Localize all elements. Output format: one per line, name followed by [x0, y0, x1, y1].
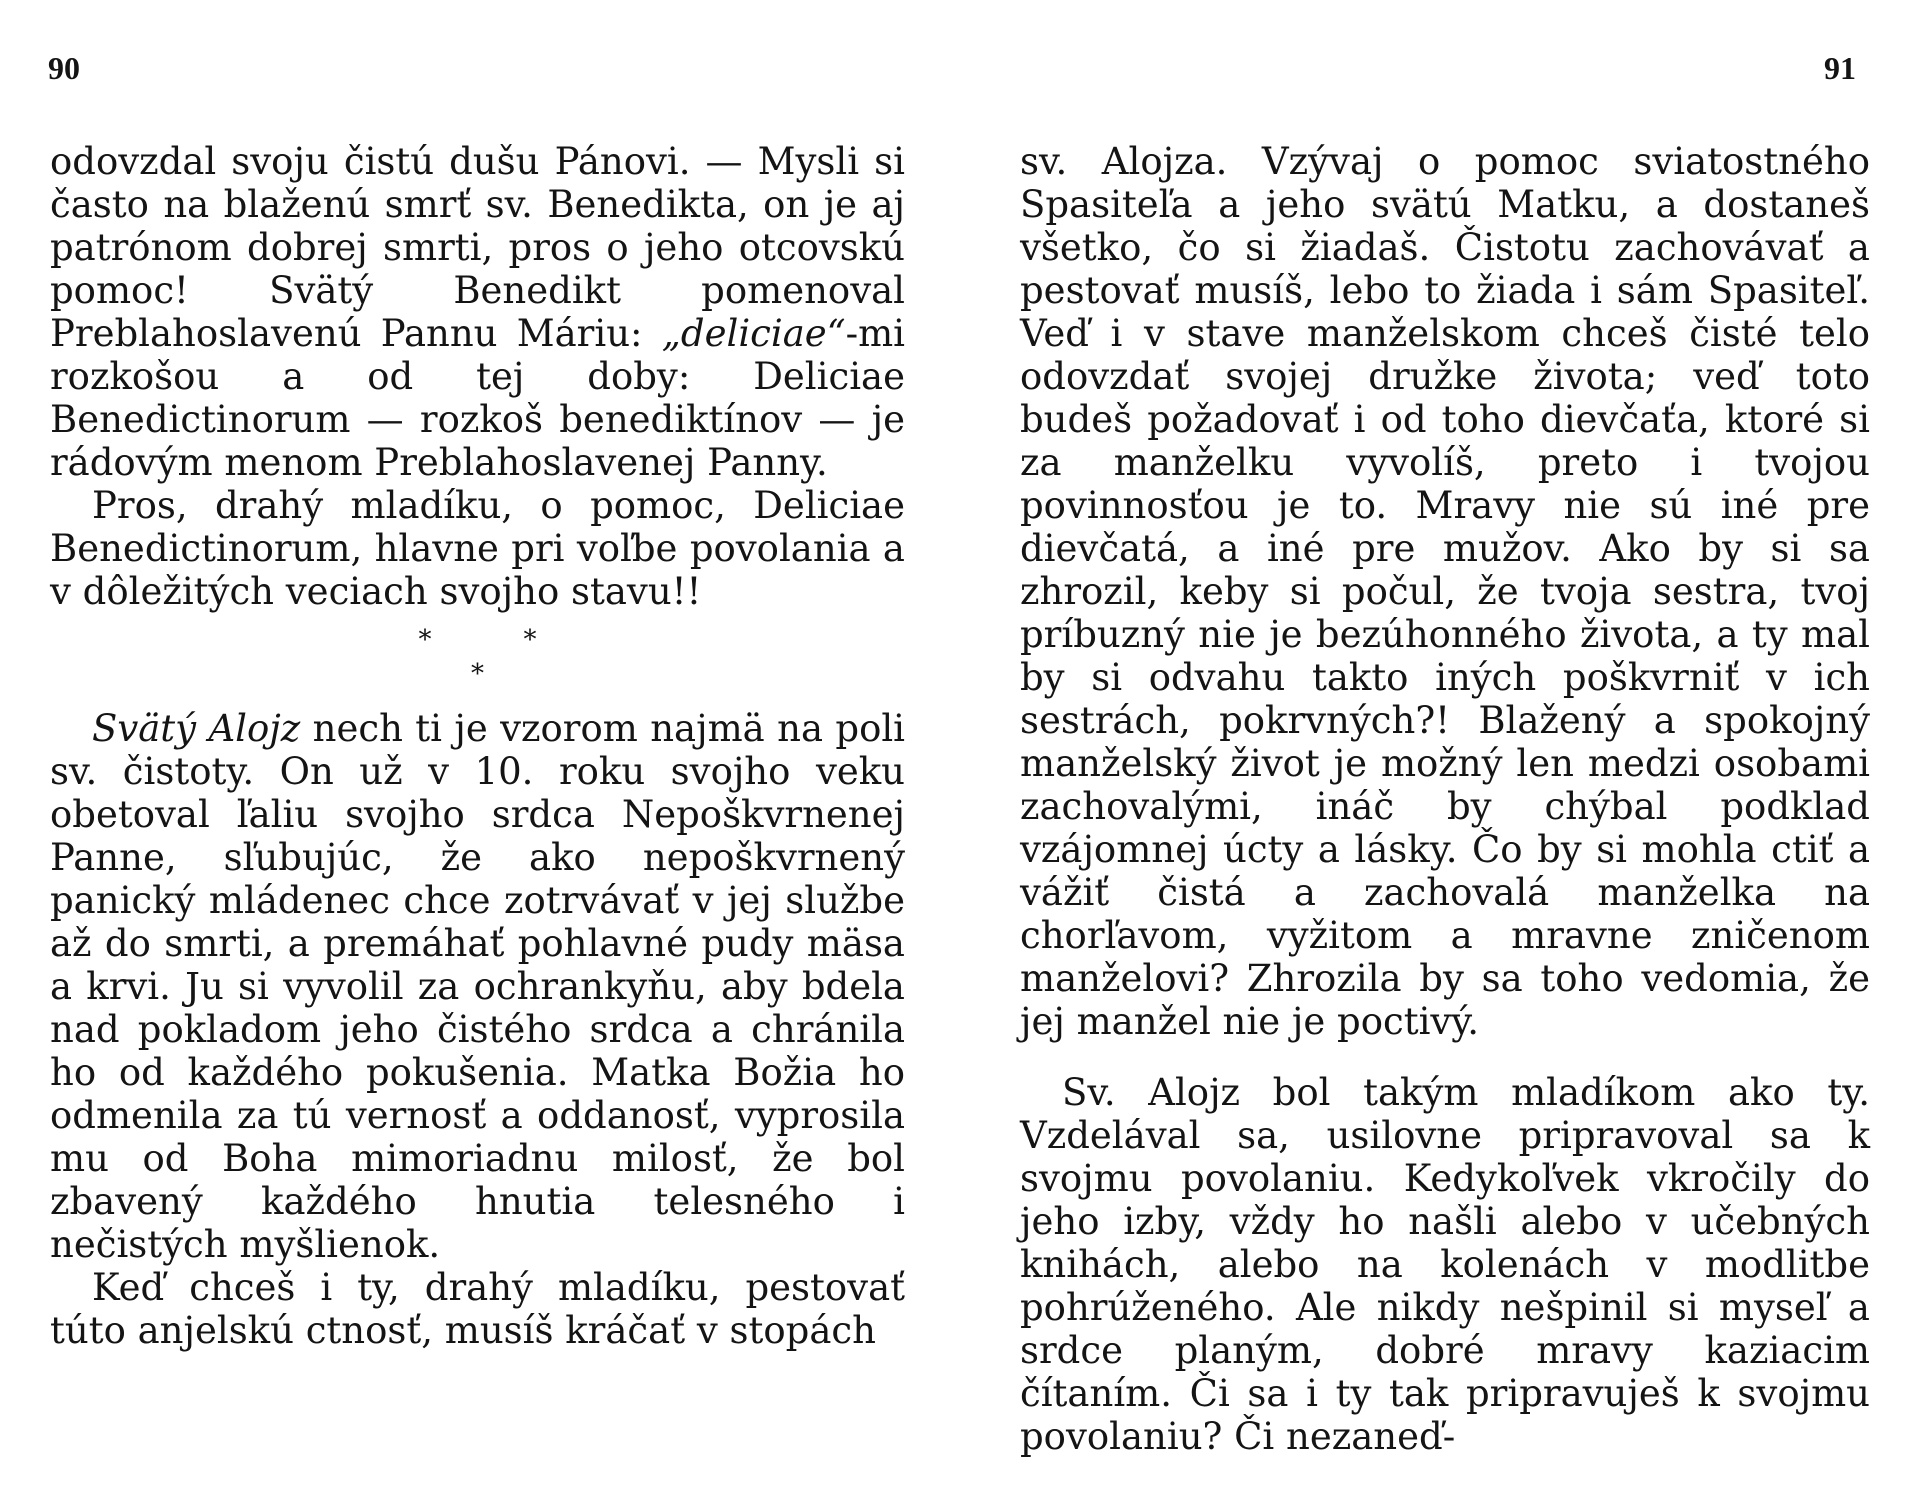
right-paragraph-2: Sv. Alojz bol takým mladíkom ako ty. Vzdelával sa, usilovne pripravoval sa k svojmu povolaniu. Kedykoľvek vkročily do jeho izby, vždy ho našli alebo v učebných knihách, alebo na kolenách v modlitbe pohrúženého. Ale nikdy nešpinil si myseľ a srdce planým, dobré mravy kaziacim čítaním. Či sa i ty tak pripravuješ k svojmu povolaniu? Či nezaneď-	[1020, 1071, 1870, 1458]
section-divider-asterisks	[50, 623, 905, 691]
left-page-text	[50, 140, 905, 1352]
left-p3-italic: Svätý Alojz	[92, 707, 301, 750]
left-p3-text: nech ti je vzorom najmä na poli sv. čistoty. On už v 10. roku svojho veku obetoval ľaliu svojho srdca Nepoškvrnenej Panne, sľubujúc, že ako nepoškvrnený panický mládenec chce zotrvávať v jej službe až do smrti, a premáhať pohlavné pudy mäsa a krvi. Ju si vyvolil za ochrankyňu, aby bdela nad pokladom jeho čistého srdca a chránila ho od každého pokušenia. Matka Božia ho odmenila za tú vernosť a oddanosť, vyprosila mu od Boha mimoriadnu milosť, že bol zbavený každého hnutia telesného i nečistých myšlienok.	[50, 707, 906, 1266]
right-page-text	[1020, 140, 1870, 1458]
left-paragraph-2: Pros, drahý mladíku, o pomoc, Deliciae Benedictinorum, hlavne pri voľbe povolania a v dôležitých veciach svojho stavu!!	[50, 484, 905, 613]
left-p1-text: odovzdal svoju čistú dušu Pánovi. — Mysli si často na blaženú smrť sv. Benedikta, on je aj patrónom dobrej smrti, pros o jeho otcovskú pomoc! Svätý Benedikt pomenoval Preblahoslavenú Pannu Máriu:	[50, 140, 905, 355]
page-number-left: 90	[48, 50, 80, 86]
left-paragraph-4: Keď chceš i ty, drahý mladíku, pestovať túto anjelskú ctnosť, musíš kráčať v stopách	[50, 1266, 905, 1352]
left-p1-italic: „deliciae“	[661, 312, 846, 355]
left-p1-rest: -mi rozkošou a od tej doby: Deliciae Benedictinorum — rozkoš benediktínov — je rádovým menom Preblahoslavenej Panny.	[50, 312, 905, 484]
asterisk-3: *	[471, 659, 484, 689]
asterisk-2: *	[523, 625, 537, 655]
page-number-right: 91	[1824, 50, 1856, 86]
left-paragraph-1	[50, 140, 905, 484]
asterisk-1: *	[418, 625, 432, 655]
right-paragraph-1: sv. Alojza. Vzývaj o pomoc sviatostného Spasiteľa a jeho svätú Matku, a dostaneš všetko, čo si žiadaš. Čistotu zachovávať a pestovať musíš, lebo to žiada i sám Spasiteľ. Veď i v stave manželskom chceš čisté telo odovzdať svojej družke života; veď toto budeš požadovať i od toho dievčaťa, ktoré si za manželku vyvolíš, preto i tvojou povinnosťou je to. Mravy nie sú iné pre dievčatá, a iné pre mužov. Ako by si sa zhrozil, keby si počul, že tvoja sestra, tvoj príbuzný nie je bezúhonného života, a ty mal by si odvahu takto iných poškvrniť v ich sestrách, pokrvných?! Blažený a spokojný manželský život je možný len medzi osobami zachovalými, ináč by chýbal podklad vzájomnej úcty a lásky. Čo by si mohla ctiť a vážiť čistá a zachovalá manželka na chorľavom, vyžitom a mravne zničenom manželovi? Zhrozila by sa toho vedomia, že jej manžel nie je poctivý.	[1020, 140, 1870, 1043]
left-paragraph-3	[50, 707, 905, 1266]
